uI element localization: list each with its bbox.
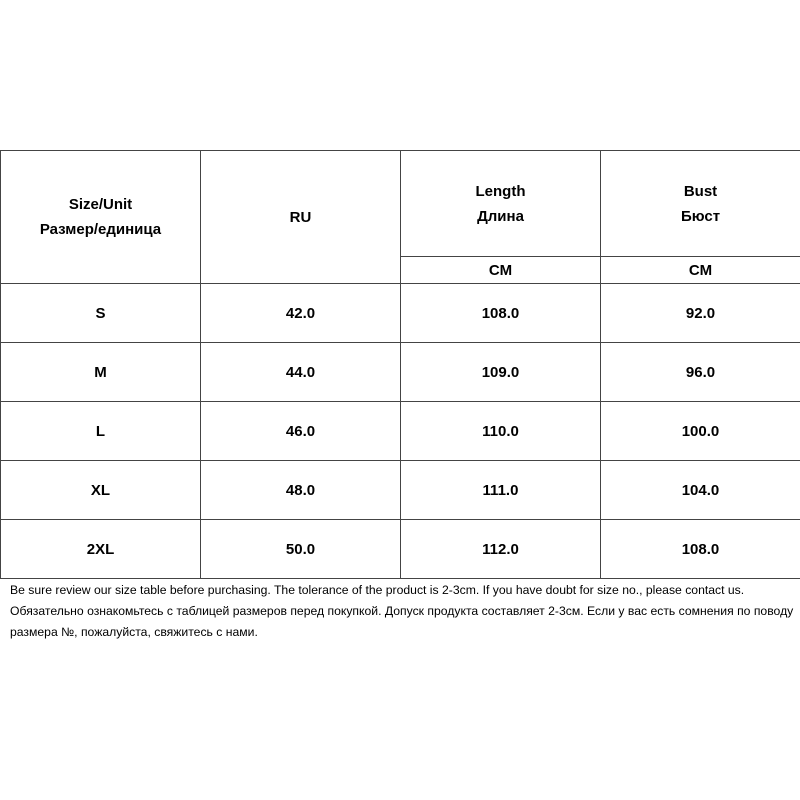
header-length — [401, 151, 601, 257]
header-row — [1, 151, 800, 257]
bust-unit: CM — [601, 257, 800, 284]
ru-cell: 48.0 — [201, 461, 401, 520]
note-russian-line2: размера №, пожалуйста, свяжитесь с нами. — [10, 625, 258, 639]
header-bust — [601, 151, 800, 257]
length-cell: 109.0 — [401, 343, 601, 402]
length-cell: 108.0 — [401, 284, 601, 343]
bust-cell: 104.0 — [601, 461, 800, 520]
table-row — [1, 461, 800, 520]
header-length-en: Length — [475, 182, 526, 200]
table-row — [1, 520, 800, 579]
bust-cell: 108.0 — [601, 520, 800, 579]
table-row — [1, 343, 800, 402]
header-bust-ru: Бюст — [680, 207, 721, 225]
header-size-unit — [1, 151, 201, 284]
size-cell: 2XL — [1, 520, 201, 579]
length-unit: CM — [401, 257, 601, 284]
header-size-unit-ru: Размер/единица — [39, 221, 162, 238]
size-cell: M — [1, 343, 201, 402]
ru-cell: 42.0 — [201, 284, 401, 343]
length-cell: 111.0 — [401, 461, 601, 520]
table-row — [1, 402, 800, 461]
bust-cell: 96.0 — [601, 343, 800, 402]
ru-cell: 50.0 — [201, 520, 401, 579]
note-english: Be sure review our size table before purchasing. The tolerance of the product is 2-3cm. If you have doubt for size no., please contact us. — [10, 583, 745, 597]
size-cell: XL — [1, 461, 201, 520]
header-length-ru: Длина — [477, 207, 524, 225]
header-size-unit-en: Size/Unit — [68, 196, 133, 213]
size-cell: S — [1, 284, 201, 343]
length-cell: 112.0 — [401, 520, 601, 579]
length-cell: 110.0 — [401, 402, 601, 461]
header-bust-en: Bust — [683, 182, 718, 200]
ru-cell: 46.0 — [201, 402, 401, 461]
size-chart-table — [0, 150, 800, 579]
bust-cell: 100.0 — [601, 402, 800, 461]
size-cell: L — [1, 402, 201, 461]
bust-cell: 92.0 — [601, 284, 800, 343]
table-row — [1, 284, 800, 343]
header-ru-label: RU — [289, 208, 312, 226]
header-ru — [201, 151, 401, 284]
note-russian-line1: Обязательно ознакомьтесь с таблицей размеров перед покупкой. Допуск продукта составляет 2-3см. Если у вас есть сомнения по поводу — [10, 604, 794, 618]
ru-cell: 44.0 — [201, 343, 401, 402]
